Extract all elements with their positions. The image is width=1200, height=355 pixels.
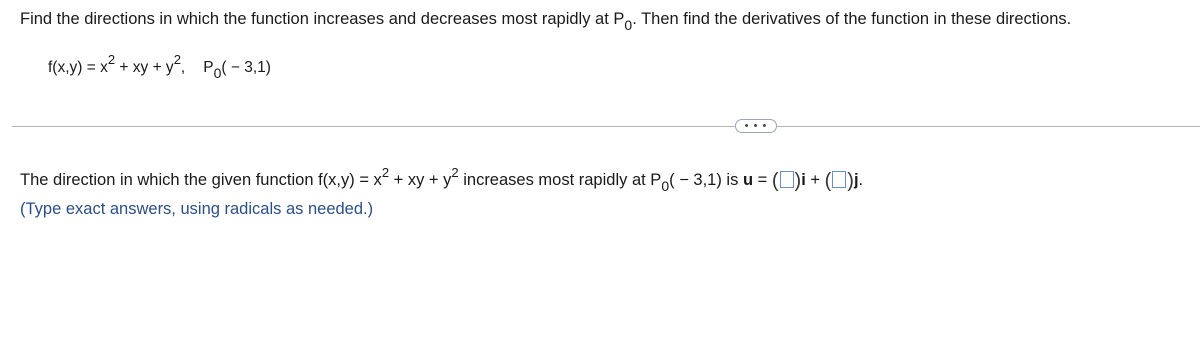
question-part-2: + xy + y — [389, 171, 452, 189]
answer-hint: (Type exact answers, using radicals as needed.) — [20, 200, 374, 218]
formula-part-2: + xy + y — [115, 59, 174, 76]
section-divider — [12, 126, 1200, 127]
open-paren-2: ( — [824, 170, 832, 192]
prompt-text-start: Find the directions in which the function increases and decreases most rapidly at P — [20, 10, 625, 28]
point-coordinates: ( − 3,1) — [221, 59, 271, 76]
question-part-4: ( − 3,1) is — [669, 171, 743, 189]
expand-more-button[interactable]: • • • — [735, 119, 777, 133]
formula-exponent-2: 2 — [173, 52, 181, 67]
question-part-1: The direction in which the given function f(x,y) = x — [20, 171, 382, 189]
question-subscript: 0 — [661, 178, 670, 194]
equals-sign: = — [753, 171, 772, 189]
question-line — [20, 165, 864, 194]
close-paren-2: ) — [847, 170, 854, 192]
unit-i-label: i — [801, 171, 806, 189]
function-formula — [48, 52, 271, 81]
prompt-text-end: . Then find the derivatives of the function in these directions. — [632, 10, 1072, 28]
vector-u-label: u — [742, 171, 754, 189]
plus-sign: + — [805, 171, 825, 189]
problem-prompt — [20, 10, 1072, 33]
i-component-input[interactable] — [780, 171, 794, 188]
formula-part-1: f(x,y) = x — [48, 59, 108, 76]
unit-j-label: j — [853, 171, 859, 189]
close-paren-1: ) — [794, 170, 802, 192]
point-label: P — [203, 59, 214, 76]
period: . — [858, 171, 864, 189]
prompt-subscript: 0 — [624, 17, 633, 33]
point-subscript: 0 — [213, 65, 222, 81]
question-part-3: increases most rapidly at P — [458, 171, 662, 189]
question-exponent-1: 2 — [381, 165, 390, 180]
open-paren-1: ( — [771, 170, 779, 192]
formula-part-3: , — [180, 59, 186, 76]
question-exponent-2: 2 — [451, 165, 459, 180]
formula-exponent-1: 2 — [107, 52, 116, 67]
j-component-input[interactable] — [832, 171, 846, 188]
